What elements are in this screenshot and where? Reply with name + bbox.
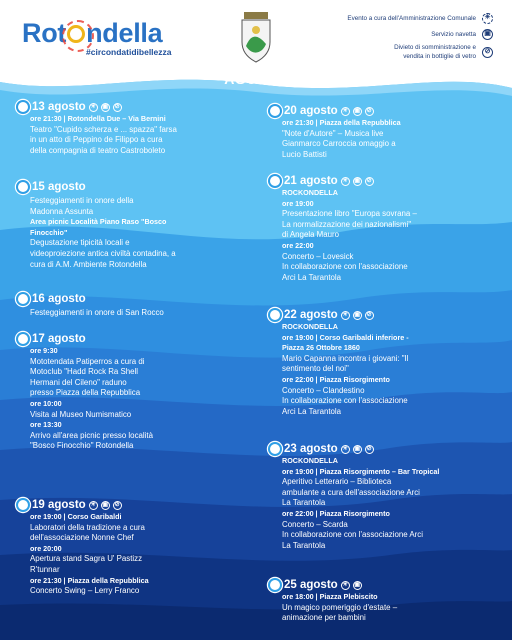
event-time: ore 9:30 (30, 346, 58, 355)
event-text: animazione per bambini (282, 613, 366, 623)
bus-icon: ▣ (102, 103, 109, 110)
sun-icon: ☀ (90, 501, 96, 508)
event-date: 25 agosto (284, 579, 338, 591)
event-text: Arrivo all'area picnic presso località (30, 430, 153, 440)
event-time: ore 13:30 (30, 420, 62, 430)
sun-icon (18, 182, 28, 192)
event-text: Mario Capanna incontra i giovani: "Il (282, 353, 409, 363)
sun-icon: ☀ (90, 103, 96, 110)
event-text: Arci La Tarantola (282, 406, 342, 416)
sun-icon (18, 102, 28, 112)
event-text: ambulante a cura dell'associazione Arci (282, 487, 420, 497)
bus-icon: ▣ (354, 311, 361, 318)
event-text: Arci La Tarantola (282, 272, 342, 282)
event-text: In collaborazione con l'associazione Arci (282, 530, 423, 540)
event-23-agosto (270, 442, 498, 551)
event-date: 16 agosto (32, 293, 86, 305)
sun-logo-icon (67, 25, 85, 43)
sun-icon (18, 500, 28, 510)
sun-icon (18, 294, 28, 304)
event-text: Visita al Museo Numismatico (30, 409, 132, 419)
municipal-crest-icon (236, 12, 276, 64)
event-text: Un magico pomeriggio d'estate – (282, 602, 398, 612)
event-text: "Bosco Finocchio" Rotondella (30, 441, 134, 451)
event-place: Area picnic Località Piano Raso "Bosco (30, 217, 167, 227)
event-time-place: ore 22:00 | Piazza Risorgimento (282, 374, 390, 384)
note-glass-ban-1: Divieto di somministrazione e (394, 44, 476, 51)
event-text: Festeggiamenti in onore di San Rocco (30, 308, 164, 317)
sun-icon: ☀ (342, 177, 348, 184)
bus-icon: ▣ (354, 445, 361, 452)
event-time: ore 22:00 (282, 240, 314, 250)
bus-legend-icon: ▣ (482, 29, 493, 40)
event-text: Festeggiamenti in onore della (30, 196, 134, 205)
event-time-place: ore 18:00 | Piazza Plebiscito (282, 592, 378, 601)
event-date: 21 agosto (284, 175, 338, 187)
no-glass-icon: ⊘ (114, 501, 120, 508)
event-text: Laboratori della tradizione a cura (30, 522, 145, 532)
bus-icon: ▣ (354, 107, 361, 114)
sun-icon (270, 580, 280, 590)
sun-icon: ☀ (342, 107, 348, 114)
event-16-agosto (18, 292, 246, 319)
no-glass-icon: ⊘ (366, 107, 372, 114)
event-17-agosto (18, 332, 246, 452)
event-text: R'tunnar (30, 564, 60, 574)
event-series: ROCKONDELLA (282, 188, 338, 197)
event-time-place: ore 21:30 | Piazza della Repubblica (30, 575, 149, 585)
note-shuttle: Servizio navetta (431, 31, 476, 38)
event-text: Concerto Swing – Lerry Franco (30, 586, 140, 596)
event-text: Lucio Battisti (282, 149, 327, 159)
event-time-place: ore 19:00 | Corso Garibaldi inferiore - (282, 332, 409, 342)
event-text: Motoclub "Hadd Rock Ra Shell (30, 367, 139, 377)
event-time: ore 10:00 (30, 398, 62, 408)
event-text: La normalizzazione dei nazionalismi" (282, 219, 412, 229)
event-13-agosto (18, 100, 246, 156)
event-text: Concerto – Scarda (282, 519, 348, 529)
hashtag: #circondatidibellezza (86, 47, 172, 57)
no-glass-icon: ⊘ (366, 445, 372, 452)
event-19-agosto (18, 498, 246, 597)
event-text: In collaborazione con l'associazione (282, 262, 408, 272)
event-text: Degustazione tipicità locali e (30, 238, 130, 248)
note-glass-ban-2: vendita in bottiglie di vetro (403, 53, 476, 60)
event-place: Finocchio" (30, 227, 68, 237)
event-date: 15 agosto (32, 181, 86, 193)
no-glass-icon: ⊘ (114, 103, 120, 110)
event-text: Presentazione libro "Europa sovrana – (282, 209, 417, 219)
event-time-place: ore 19:00 | Corso Garibaldi (30, 512, 122, 521)
sun-icon (270, 444, 280, 454)
no-glass-icon: ⊘ (366, 311, 372, 318)
event-text: "Note d'Autore" – Musica live (282, 128, 384, 138)
event-21-agosto (270, 174, 498, 283)
event-text: dell'associazione Nonne Chef (30, 533, 134, 543)
event-time-place: ore 22:00 | Piazza Risorgimento (282, 508, 390, 518)
note-administration: Evento a cura dell'Amministrazione Comunale (347, 15, 476, 22)
bus-icon: ▣ (102, 501, 109, 508)
event-date: 13 agosto (32, 101, 86, 113)
event-text: La Tarantola (282, 540, 326, 550)
sun-icon (270, 106, 280, 116)
event-text: Madonna Assunta (30, 206, 94, 216)
sun-icon (270, 176, 280, 186)
event-text: cura di A.M. Ambiente Rotondella (30, 259, 147, 269)
event-time: ore 20:00 (30, 543, 62, 553)
logo-text-ndella: ndella (86, 18, 163, 48)
event-time-place: ore 21:30 | Piazza della Repubblica (282, 118, 401, 127)
event-22-agosto (270, 308, 498, 417)
event-15-agosto (18, 180, 246, 270)
no-glass-legend-icon: ⊘ (482, 47, 493, 58)
event-date: 20 agosto (284, 105, 338, 117)
month-title: AGOSTO (224, 71, 288, 87)
event-time-place: ore 21:30 | Rotondella Due – Via Bernini (30, 114, 166, 123)
sun-icon: ☀ (342, 581, 348, 588)
sun-icon (18, 334, 28, 344)
sun-legend-icon: ☀ (482, 13, 493, 24)
event-time-place: ore 19:00 | Piazza Risorgimento – Bar Tropical (282, 466, 440, 476)
event-text: sentimento del noi" (282, 364, 349, 374)
event-text: presso Piazza della Repubblica (30, 388, 141, 398)
event-date: 19 agosto (32, 499, 86, 511)
sun-icon (270, 310, 280, 320)
event-time: ore 19:00 (282, 198, 314, 208)
event-text: Aperitivo Letterario – Biblioteca (282, 477, 392, 487)
sun-icon: ☀ (342, 311, 348, 318)
event-text: Hermani del Cileno" raduno (30, 377, 127, 387)
no-glass-icon: ⊘ (366, 177, 372, 184)
event-date: 17 agosto (32, 333, 86, 345)
event-text: videoproiezione antica civiltà contadina, a (30, 248, 176, 258)
event-25-agosto (270, 578, 498, 624)
event-text: di Angela Mauro (282, 230, 340, 240)
rotondella-logo (22, 18, 162, 48)
event-text: della compagnia di teatro Castroboleto (30, 145, 166, 155)
logo-text-rot: Rot (22, 18, 67, 48)
event-text: La Tarantola (282, 498, 326, 508)
event-text: Concerto – Lovesick (282, 251, 354, 261)
event-date: 23 agosto (284, 443, 338, 455)
event-text: Concerto – Clandestino (282, 385, 365, 395)
event-text: In collaborazione con l'associazione (282, 396, 408, 406)
bus-icon: ▣ (354, 177, 361, 184)
event-series: ROCKONDELLA (282, 456, 338, 465)
event-text: Teatro "Cupido scherza e ... spazza" farsa (30, 124, 177, 134)
event-text: Apertura stand Sagra U' Pastizz (30, 554, 143, 564)
event-text: Gianmarco Carroccia omaggio a (282, 139, 396, 149)
sun-icon: ☀ (342, 445, 348, 452)
bus-icon: ▣ (354, 581, 361, 588)
event-place: Piazza 26 Ottobre 1860 (282, 343, 360, 353)
event-text: Mototendata Patiperros a cura di (30, 356, 145, 366)
event-series: ROCKONDELLA (282, 322, 338, 331)
event-20-agosto (270, 104, 498, 160)
event-date: 22 agosto (284, 309, 338, 321)
event-text: in un atto di Peppino de Filippo a cura (30, 135, 163, 145)
